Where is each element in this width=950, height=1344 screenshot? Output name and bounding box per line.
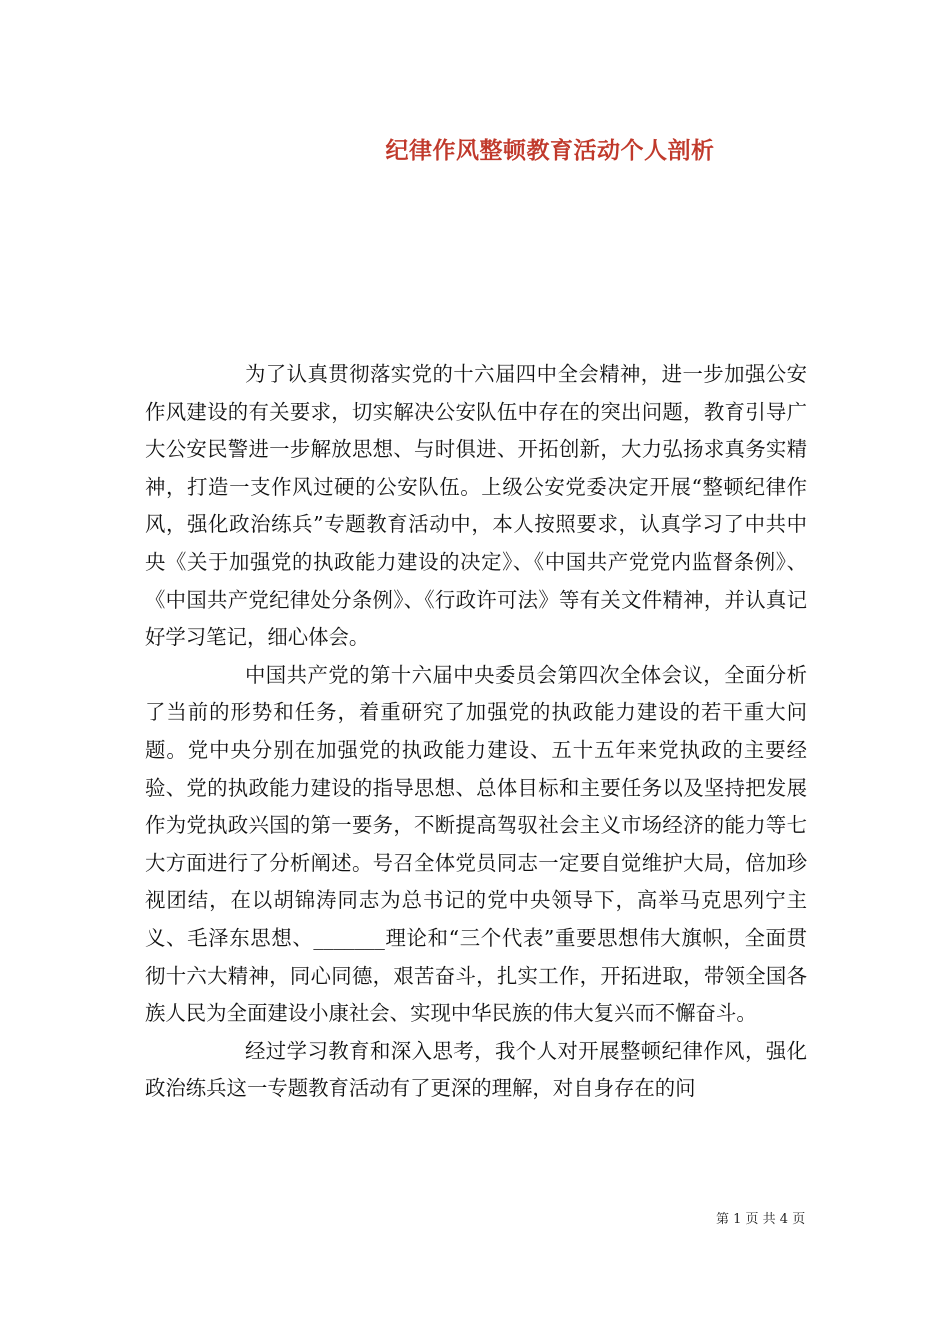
paragraph-1: 为了认真贯彻落实党的十六届四中全会精神，进一步加强公安作风建设的有关要求，切实解决公安队伍中存在的突出问题，教育引导广大公安民警进一步解放思想、与时俱进、开拓创新，大力弘扬求真务实精神，打造一支作风过硬的公安队伍。上级公安党委决定开展“整顿纪律作风，强化政治练兵”专题教育活动中，本人按照要求，认真学习了中共中央《关于加强党的执政能力建设的决定》、《中国共产党党内监督条例》、《中国共产党纪律处分条例》、《行政许可法》等有关文件精神，并认真记好学习笔记，细心体会。: [145, 362, 807, 650]
document-title: 纪律作风整顿教育活动个人剖析: [385, 137, 715, 164]
document-body: [145, 356, 807, 1108]
page-number: 第 1 页 共 4 页: [716, 1212, 806, 1227]
paragraph-3: 经过学习教育和深入思考，我个人对开展整顿纪律作风，强化政治练兵这一专题教育活动有了更深的理解，对自身存在的问: [145, 1038, 807, 1101]
paragraph-2: 中国共产党的第十六届中央委员会第四次全体会议，全面分析了当前的形势和任务，着重研究了加强党的执政能力建设的若干重大问题。党中央分别在加强党的执政能力建设、五十五年来党执政的主要经验、党的执政能力建设的指导思想、总体目标和主要任务以及坚持把发展作为党执政兴国的第一要务，不断提高驾驭社会主义市场经济的能力等七大方面进行了分析阐述。号召全体党员同志一定要自觉维护大局，倍加珍视团结，在以胡锦涛同志为总书记的党中央领导下，高举马克思列宁主义、毛泽东思想、_______理论和“三个代表”重要思想伟大旗帜，全面贯彻十六大精神，同心同德，艰苦奋斗，扎实工作，开拓进取，带领全国各族人民为全面建设小康社会、实现中华民族的伟大复兴而不懈奋斗。: [145, 662, 807, 1026]
title-area: [0, 0, 950, 200]
